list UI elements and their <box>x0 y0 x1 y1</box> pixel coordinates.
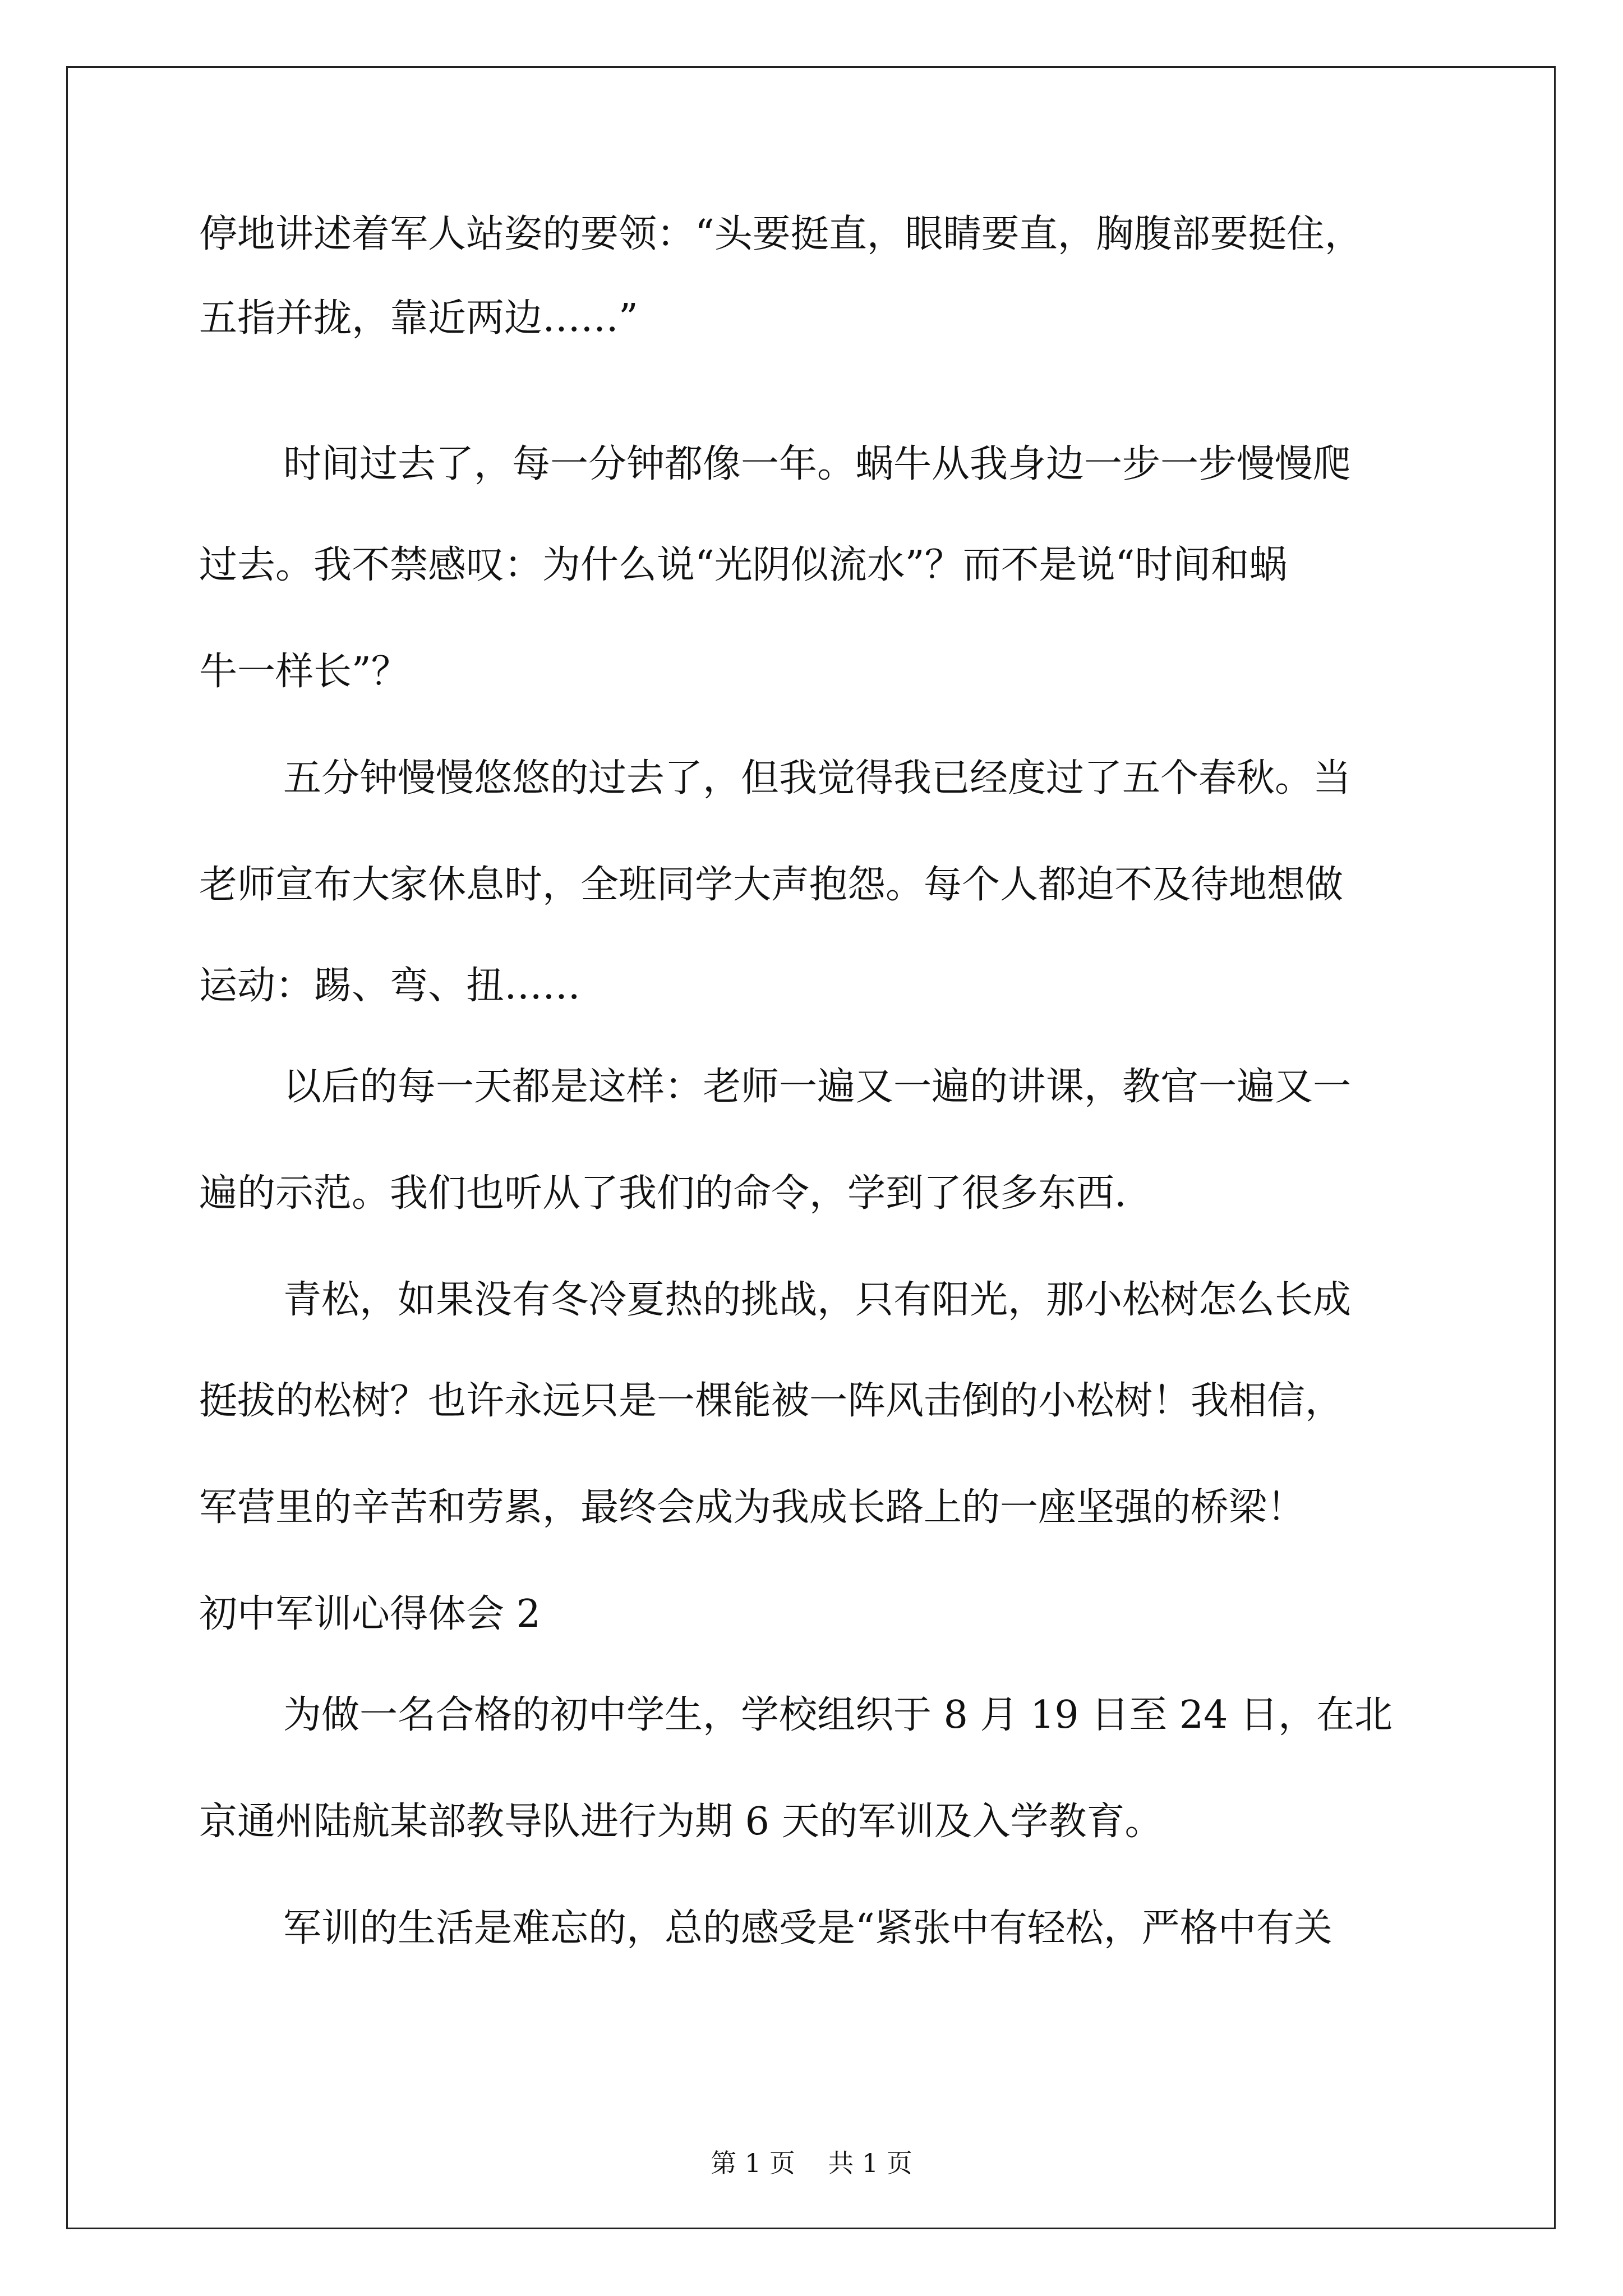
text-line: 京通州陆航某部教导队进行为期 6 天的军训及入学教育。 <box>199 1800 1163 1844</box>
text-line: 老师宣布大家休息时，全班同学大声抱怨。每个人都迫不及待地想做 <box>199 863 1344 907</box>
paragraph-start-line: 五分钟慢慢悠悠的过去了，但我觉得我已经度过了五个春秋。当 <box>283 756 1352 800</box>
text-line: 五指并拢，靠近两边……” <box>199 296 638 341</box>
page-border <box>66 66 1556 2229</box>
paragraph-start-line: 为做一名合格的初中学生，学校组织于 8 月 19 日至 24 日，在北 <box>283 1693 1393 1737</box>
paragraph-start-line: 军训的生活是难忘的，总的感受是“紧张中有轻松，严格中有关 <box>283 1906 1332 1950</box>
text-line: 挺拔的松树？也许永远只是一棵能被一阵风击倒的小松树！我相信， <box>199 1379 1344 1423</box>
text-line: 军营里的辛苦和劳累，最终会成为我成长路上的一座坚强的桥梁！ <box>199 1485 1306 1530</box>
text-line: 运动：踢、弯、扭…… <box>199 964 581 1008</box>
text-line: 停地讲述着军人站姿的要领：“头要挺直，眼睛要直，胸腹部要挺住， <box>199 212 1363 256</box>
text-line: 遍的示范。我们也听从了我们的命令，学到了很多东西. <box>199 1171 1127 1216</box>
text-line: 牛一样长”？ <box>199 650 409 694</box>
paragraph-start-line: 以后的每一天都是这样：老师一遍又一遍的讲课，教官一遍又一 <box>283 1065 1352 1109</box>
section-heading: 初中军训心得体会 2 <box>199 1592 541 1636</box>
paragraph-start-line: 时间过去了，每一分钟都像一年。蜗牛从我身边一步一步慢慢爬 <box>283 442 1352 486</box>
page-footer: 第 1 页 共 1 页 <box>711 2148 912 2178</box>
paragraph-start-line: 青松，如果没有冬冷夏热的挑战，只有阳光，那小松树怎么长成 <box>283 1278 1352 1322</box>
text-line: 过去。我不禁感叹：为什么说“光阴似流水”？而不是说“时间和蜗 <box>199 543 1288 587</box>
